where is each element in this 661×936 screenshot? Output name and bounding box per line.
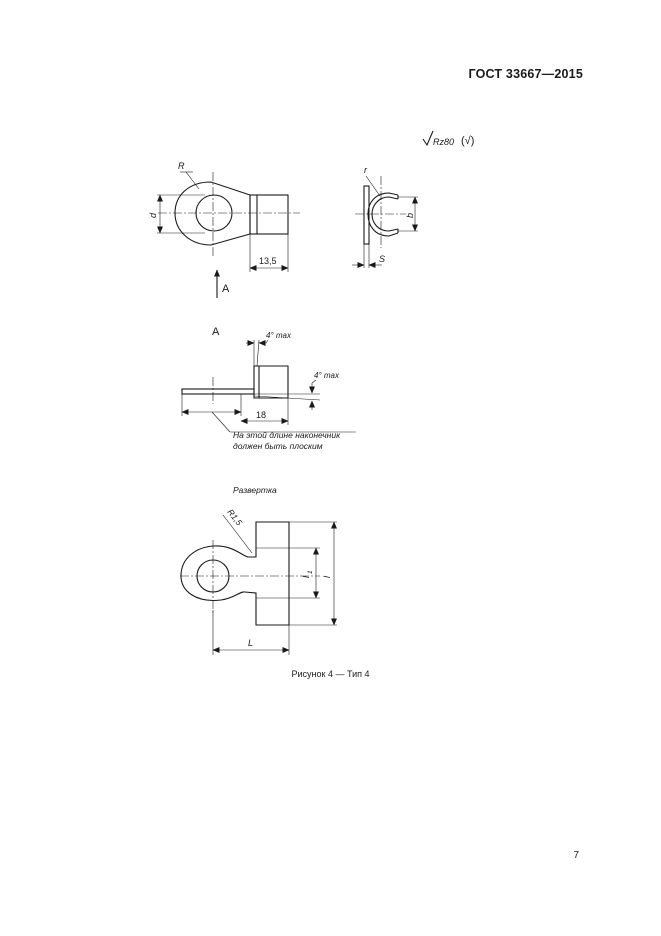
document-header: ГОСТ 33667—2015 <box>468 67 583 81</box>
note-line-1: На этой длине наконечник <box>233 430 341 440</box>
label-r: r <box>364 165 367 175</box>
angle-2: 4° max <box>314 371 339 380</box>
roughness-value: Rz80 <box>433 137 455 147</box>
label-R1-5: R1,5 <box>225 507 245 528</box>
label-l1-subscript: 1 <box>307 570 314 574</box>
label-d: d <box>148 212 158 218</box>
page-number: 7 <box>573 850 579 861</box>
dim-13-5: 13,5 <box>259 256 277 266</box>
angle-1: 4° max <box>266 331 291 340</box>
roughness-check: (√) <box>461 135 475 147</box>
development-view <box>180 485 337 655</box>
label-L: L <box>248 638 254 648</box>
note-line-2: должен быть плоским <box>233 441 323 451</box>
label-R: R <box>178 161 185 171</box>
view-A <box>182 326 356 451</box>
label-b: b <box>405 212 415 218</box>
dim-18: 18 <box>256 410 267 420</box>
lug-top-view <box>148 161 300 298</box>
development-title: Развертка <box>233 485 277 495</box>
label-l1: l <box>301 576 311 578</box>
roughness-symbol <box>423 131 474 147</box>
lug-side-view <box>352 165 418 268</box>
label-S: S <box>379 254 386 264</box>
view-arrow-A: A <box>222 283 230 295</box>
label-l: l <box>322 576 332 578</box>
figure-caption: Рисунок 4 — Тип 4 <box>291 669 370 679</box>
view-A-title: A <box>212 326 220 338</box>
